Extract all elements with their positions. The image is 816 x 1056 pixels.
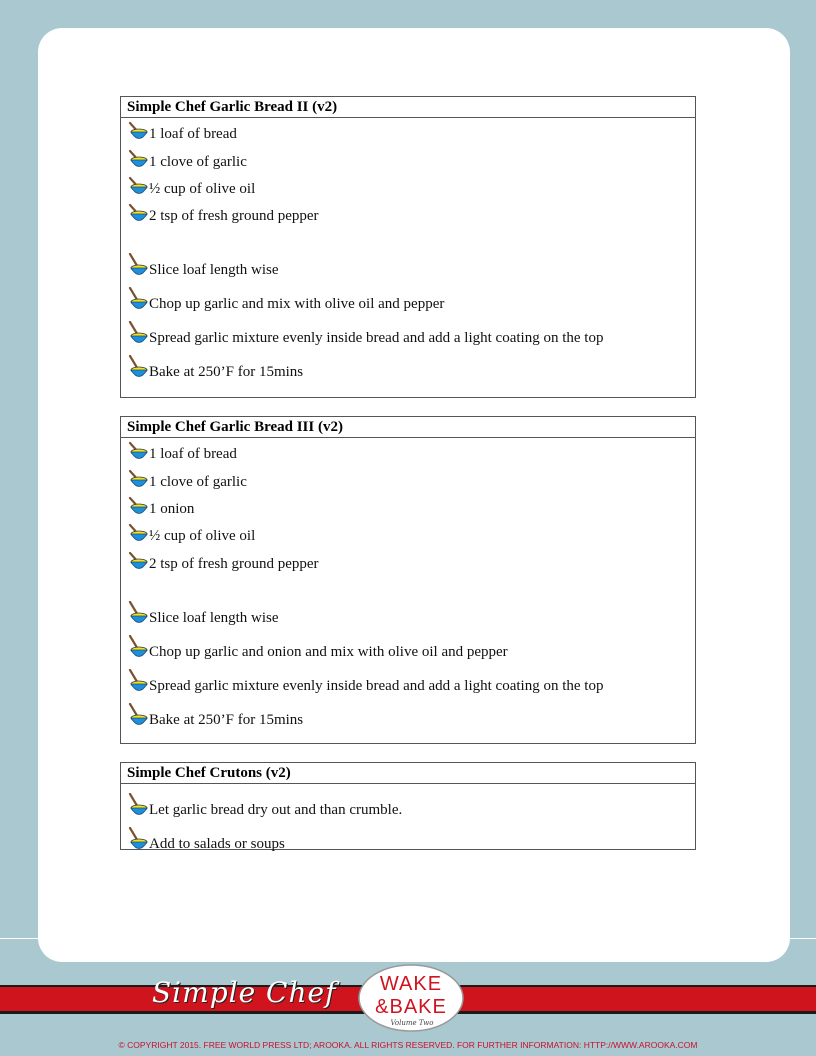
step-item: Bake at 250’F for 15mins (127, 703, 303, 729)
mixing-bowl-icon (127, 793, 149, 819)
recipe-title: Simple Chef Crutons (v2) (121, 763, 695, 784)
copyright-text: © COPYRIGHT 2015. FREE WORLD PRESS LTD; AROOKA. ALL RIGHTS RESERVED. FOR FURTHER INFORMATION: HTTP://WWW.AROOKA.COM (118, 1040, 698, 1050)
ingredient-item: 1 clove of garlic (127, 469, 247, 491)
mixing-bowl-icon (127, 703, 149, 729)
brand-wordmark: Simple Chef (152, 976, 337, 1009)
mixing-bowl-icon (127, 121, 149, 143)
step-item: Bake at 250’F for 15mins (127, 355, 303, 381)
ingredient-item: 2 tsp of fresh ground pepper (127, 551, 319, 573)
ingredient-item: 1 loaf of bread (127, 121, 237, 143)
mixing-bowl-icon (127, 523, 149, 545)
recipe-card (120, 416, 696, 744)
recipe-title: Simple Chef Garlic Bread II (v2) (121, 97, 695, 118)
step-item: Spread garlic mixture evenly inside bread and add a light coating on the top (127, 321, 603, 347)
mixing-bowl-icon (127, 149, 149, 171)
recipe-card (120, 96, 696, 398)
step-item: Chop up garlic and mix with olive oil and pepper (127, 287, 444, 313)
ingredient-item: ½ cup of olive oil (127, 176, 255, 198)
step-item: Let garlic bread dry out and than crumble. (127, 793, 402, 819)
mixing-bowl-icon (127, 469, 149, 491)
step-item: Add to salads or soups (127, 827, 285, 853)
mixing-bowl-icon (127, 321, 149, 347)
mixing-bowl-icon (127, 635, 149, 661)
mixing-bowl-icon (127, 441, 149, 463)
mixing-bowl-icon (127, 287, 149, 313)
mixing-bowl-icon (127, 601, 149, 627)
mixing-bowl-icon (127, 355, 149, 381)
ingredient-item: 1 clove of garlic (127, 149, 247, 171)
mixing-bowl-icon (127, 669, 149, 695)
step-item: Spread garlic mixture evenly inside bread and add a light coating on the top (127, 669, 603, 695)
mixing-bowl-icon (127, 496, 149, 518)
mixing-bowl-icon (127, 203, 149, 225)
step-item: Slice loaf length wise (127, 253, 279, 279)
ingredient-item: 1 loaf of bread (127, 441, 237, 463)
wake-bake-logo (356, 962, 466, 1032)
logo-sub: Volume Two (390, 1019, 434, 1027)
logo-line1: WAKE (379, 973, 443, 995)
ingredient-item: 2 tsp of fresh ground pepper (127, 203, 319, 225)
step-item: Slice loaf length wise (127, 601, 279, 627)
recipe-title: Simple Chef Garlic Bread III (v2) (121, 417, 695, 438)
mixing-bowl-icon (127, 551, 149, 573)
ingredient-item: ½ cup of olive oil (127, 523, 255, 545)
logo-line2: &BAKE (375, 996, 447, 1018)
mixing-bowl-icon (127, 827, 149, 853)
recipe-card (120, 762, 696, 850)
mixing-bowl-icon (127, 176, 149, 198)
step-item: Chop up garlic and onion and mix with olive oil and pepper (127, 635, 508, 661)
ingredient-item: 1 onion (127, 496, 194, 518)
mixing-bowl-icon (127, 253, 149, 279)
divider (0, 938, 816, 939)
